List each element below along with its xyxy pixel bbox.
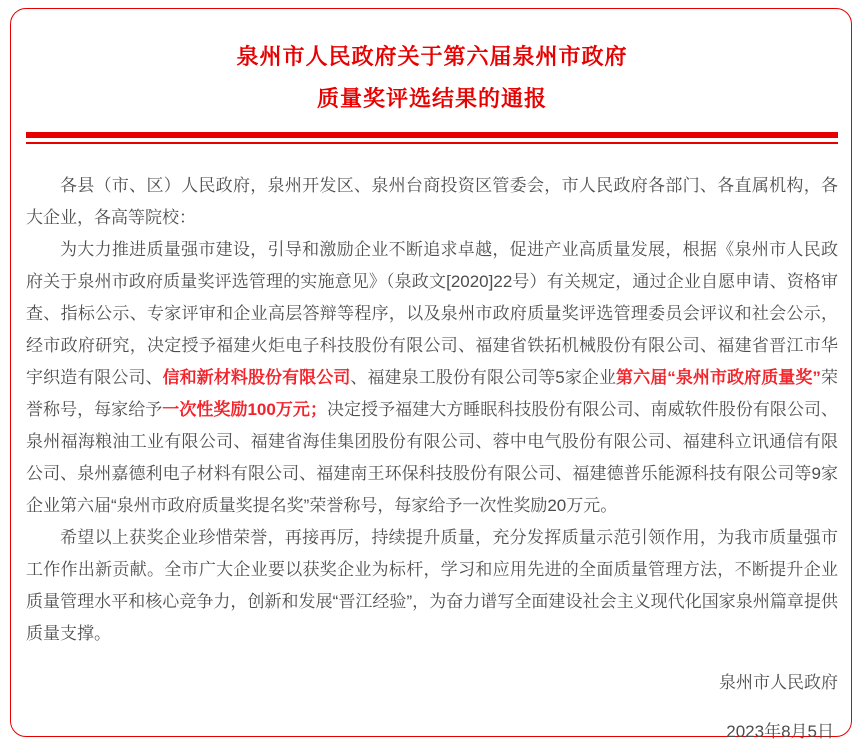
body-text-segment: 为大力推进质量强市建设，引导和激励企业不断追求卓越，促进产业高质量发展，根据《泉州市人民政府关于泉州市政府质量奖评选管理的实施意见》（泉政文[2020]22号）有关规定，通过企业自愿申请、资格审查、指标公示、专家评审和企业高层答辩等程序，以及泉州市政府质量奖评选管理委员会评议和社会公示，经市政府研究，决定授予福建火炬电子科技股份有限公司、福建省铁拓机械股份有限公司、福建省晋江市华宇织造有限公司、 (26, 240, 838, 387)
paragraph (26, 522, 838, 650)
title-line-1: 泉州市人民政府关于第六届泉州市政府 (236, 44, 628, 69)
highlight-text-segment: 一次性奖励100万元； (162, 400, 327, 419)
paragraph (26, 234, 838, 522)
document-body (26, 170, 838, 650)
divider-thin-line (26, 142, 838, 144)
body-text-segment: 决定授予福建大方睡眠科技股份有限公司、南威软件股份有限公司、泉州福海粮油工业有限公司、福建省海佳集团股份有限公司、蓉中电气股份有限公司、福建科立讯通信有限公司、泉州嘉德利电子材料有限公司、福建南王环保科技股份有限公司、福建德普乐能源科技有限公司等9家企业第六届“泉州市政府质量奖提名奖”荣誉称号，每家给予一次性奖励20万元。 (26, 400, 839, 515)
signature-block (26, 667, 838, 748)
body-text-segment: 各县（市、区）人民政府，泉州开发区、泉州台商投资区管委会，市人民政府各部门、各直属机构，各大企业，各高等院校： (26, 176, 838, 227)
document-title (26, 0, 838, 120)
header-divider (26, 132, 838, 144)
divider-thick-bar (26, 132, 838, 138)
page-inner (26, 0, 838, 749)
body-text-segment: 、福建泉工股份有限公司等5家企业 (350, 368, 617, 387)
paragraph (26, 170, 838, 234)
highlight-text-segment: 信和新材料股份有限公司 (162, 368, 351, 387)
signature-issuer: 泉州市人民政府 (719, 673, 838, 692)
body-text-segment: 希望以上获奖企业珍惜荣誉，再接再厉，持续提升质量，充分发挥质量示范引领作用，为我市质量强市工作作出新贡献。全市广大企业要以获奖企业为标杆，学习和应用先进的全面质量管理方法，不断提升企业质量管理水平和核心竞争力，创新和发展“晋江经验”，为奋力谱写全面建设社会主义现代化国家泉州篇章提供质量支撑。 (26, 528, 838, 643)
title-line-2: 质量奖评选结果的通报 (316, 86, 547, 111)
body-text-segment: 荣誉称号，每家给予 (26, 368, 839, 419)
highlight-text-segment: 第六届“泉州市政府质量奖” (616, 368, 821, 387)
signature-date: 2023年8月5日 (726, 722, 834, 741)
